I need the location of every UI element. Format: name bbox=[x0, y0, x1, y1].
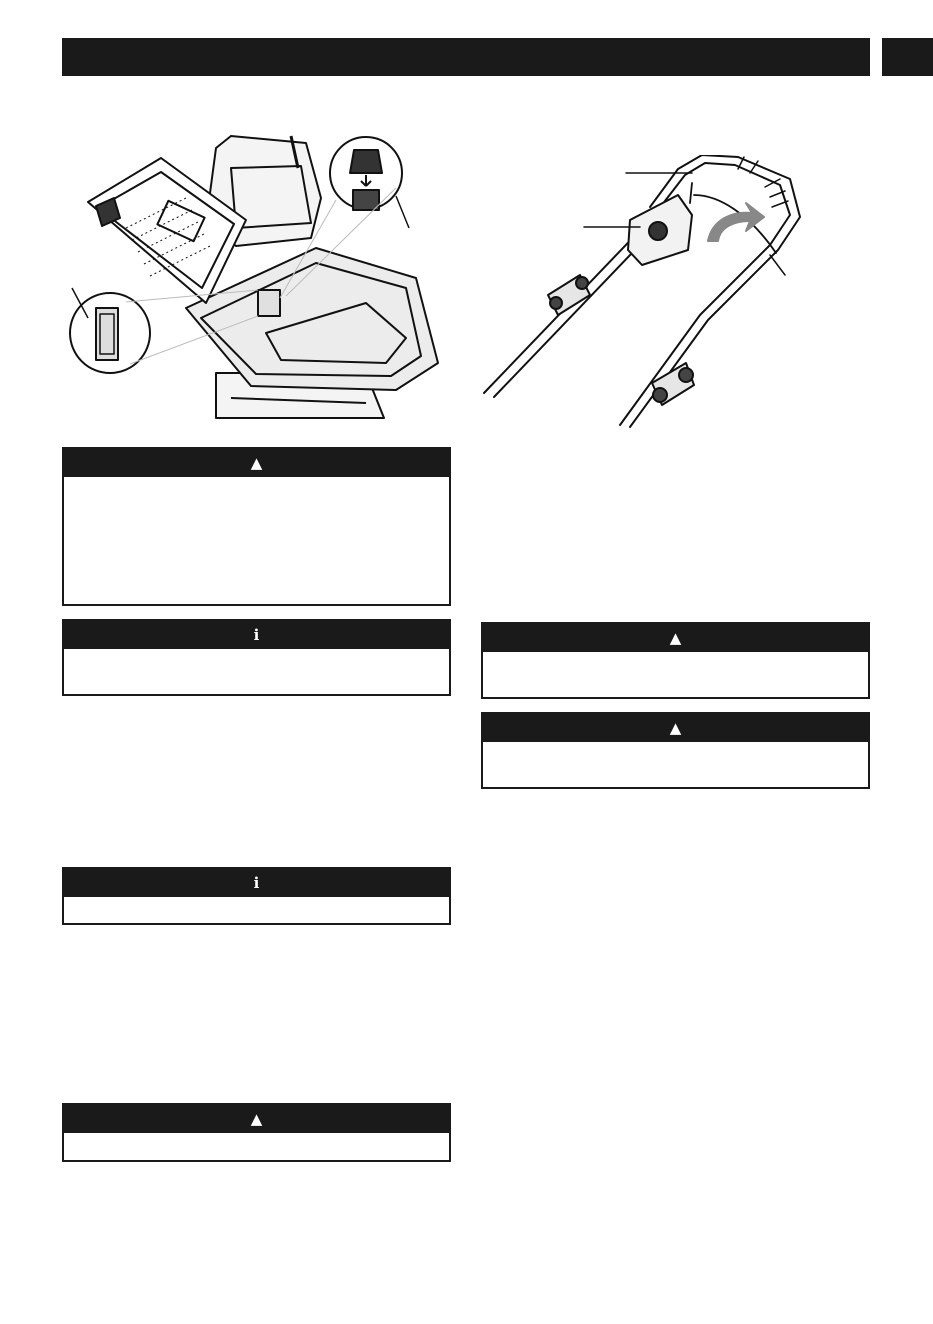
info-icon: i bbox=[253, 874, 260, 892]
note-bar bbox=[64, 621, 449, 649]
section-tab bbox=[882, 38, 933, 76]
warning-box bbox=[481, 712, 870, 789]
warning-bar bbox=[64, 1105, 449, 1133]
warning-triangle-icon: ▲ bbox=[669, 719, 682, 737]
warning-bar bbox=[64, 449, 449, 477]
warning-box bbox=[481, 622, 870, 699]
handle-switch-illustration bbox=[480, 155, 830, 430]
warning-body bbox=[483, 652, 868, 668]
info-icon: i bbox=[253, 626, 260, 644]
warning-triangle-icon: ▲ bbox=[250, 1110, 263, 1128]
note-body bbox=[64, 897, 449, 913]
warning-body bbox=[64, 1133, 449, 1149]
note-body bbox=[64, 649, 449, 665]
warning-triangle-icon: ▲ bbox=[669, 629, 682, 647]
warning-bar bbox=[483, 624, 868, 652]
warning-body bbox=[483, 742, 868, 758]
warning-box bbox=[62, 447, 451, 606]
note-box bbox=[62, 867, 451, 925]
warning-box bbox=[62, 1103, 451, 1162]
warning-triangle-icon: ▲ bbox=[250, 454, 263, 472]
battery-insertion-illustration bbox=[66, 128, 456, 444]
note-box bbox=[62, 619, 451, 696]
note-bar bbox=[64, 869, 449, 897]
warning-bar bbox=[483, 714, 868, 742]
warning-body bbox=[64, 477, 449, 493]
header-bar bbox=[62, 38, 870, 76]
